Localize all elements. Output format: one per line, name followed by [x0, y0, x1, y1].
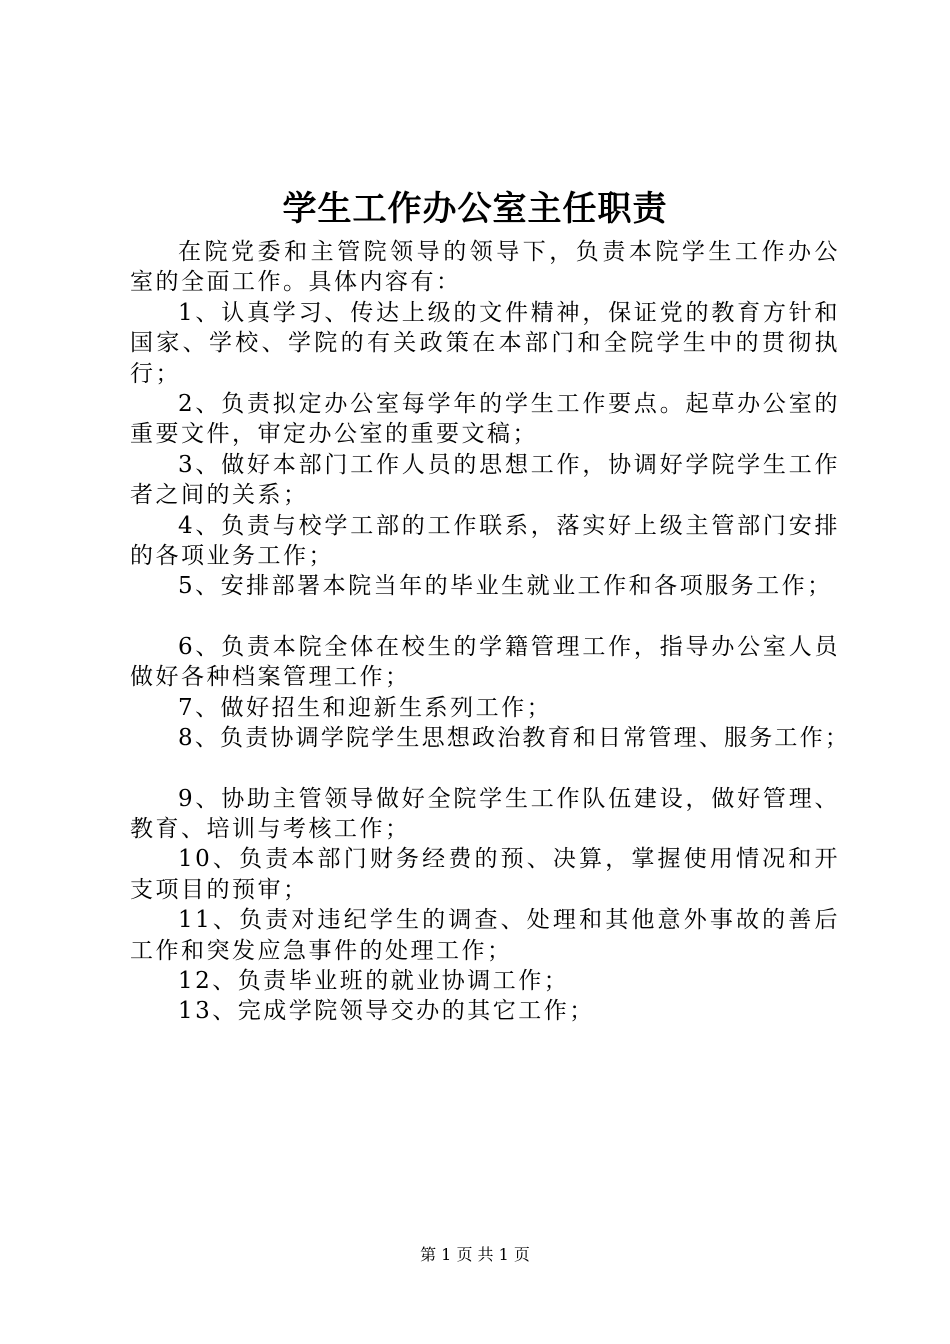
duty-item-13: 13、完成学院领导交办的其它工作；: [178, 998, 595, 1025]
duty-item-5: 5、安排部署本院当年的毕业生就业工作和各项服务工作；: [178, 573, 833, 600]
page-number-footer: 第 1 页 共 1 页: [420, 1245, 530, 1264]
duty-item-4: 4、负责与校学工部的工作联系，落实好上级主管部门安排的各项业务工作；: [130, 512, 840, 570]
duty-item-9: 9、协助主管领导做好全院学生工作队伍建设，做好管理、教育、培训与考核工作；: [130, 785, 840, 842]
duty-item-6: 6、负责本院全体在校生的学籍管理工作，指导办公室人员做好各种档案管理工作；: [130, 633, 840, 691]
duty-item-1: 1、认真学习、传达上级的文件精神，保证党的教育方针和国家、学校、学院的有关政策在本部门和全院学生中的贯彻执行；: [130, 299, 840, 387]
duty-item-10: 10、负责本部门财务经费的预、决算，掌握使用情况和开支项目的预审；: [130, 846, 840, 903]
duty-item-12: 12、负责毕业班的就业协调工作；: [178, 967, 570, 994]
intro-paragraph: 在院党委和主管院领导的领导下，负责本院学生工作办公室的全面工作。具体内容有：: [130, 239, 840, 296]
duty-item-8: 8、负责协调学院学生思想政治教育和日常管理、服务工作；: [178, 725, 851, 752]
duty-item-7: 7、做好招生和迎新生系列工作；: [178, 694, 553, 721]
duty-item-2: 2、负责拟定办公室每学年的学生工作要点。起草办公室的重要文件，审定办公室的重要文稿；: [130, 391, 840, 448]
document-body: [130, 237, 851, 1027]
duty-item-11: 11、负责对违纪学生的调查、处理和其他意外事故的善后工作和突发应急事件的处理工作；: [130, 907, 840, 964]
document-title: 学生工作办公室主任职责: [282, 189, 668, 229]
duty-item-3: 3、做好本部门工作人员的思想工作，协调好学院学生工作者之间的关系；: [130, 451, 840, 509]
